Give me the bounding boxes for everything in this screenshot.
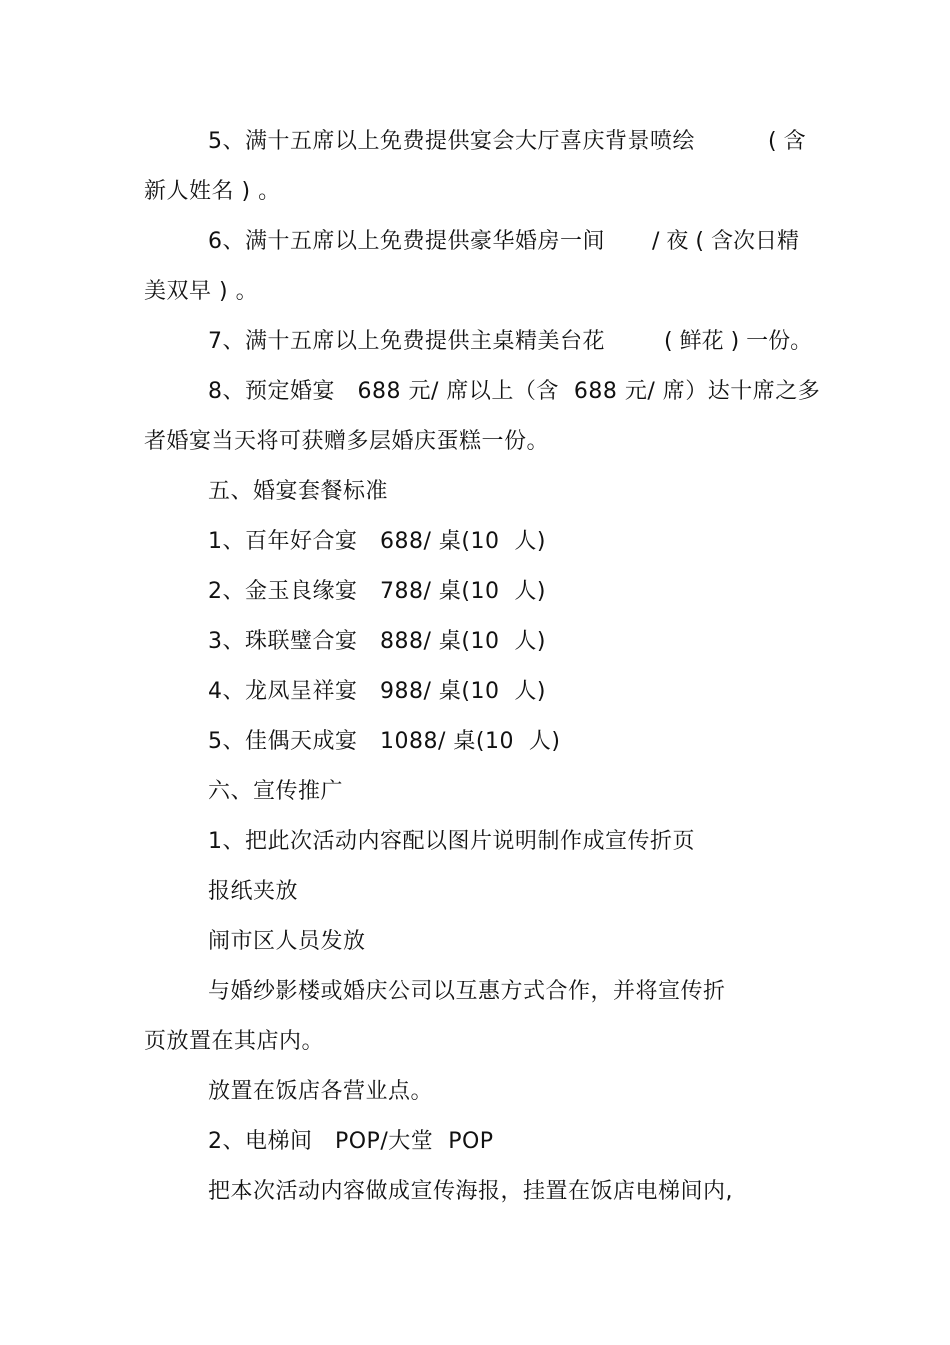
paragraph-line: 报纸夹放 [208, 879, 299, 904]
section-heading: 六、宣传推广 [208, 779, 344, 804]
paragraph-line: 2、电梯间 POP/大堂 POP [208, 1129, 494, 1154]
paragraph-line: 美双早 ) 。 [144, 279, 259, 304]
paragraph-line: 放置在饭店各营业点。 [208, 1079, 434, 1104]
paragraph-line: 者婚宴当天将可获赠多层婚庆蛋糕一份。 [144, 429, 550, 454]
list-item: 1、百年好合宴 688/ 桌(10 人) [208, 529, 547, 554]
list-item: 4、龙凤呈祥宴 988/ 桌(10 人) [208, 679, 547, 704]
paragraph-line: 新人姓名 ) 。 [144, 179, 281, 204]
paragraph-line: 5、满十五席以上免费提供宴会大厅喜庆背景喷绘 [208, 129, 695, 154]
paragraph-line-tail: ( 鲜花 ) 一份。 [664, 329, 813, 354]
paragraph-line: 7、满十五席以上免费提供主桌精美台花 [208, 329, 605, 354]
paragraph-line: 与婚纱影楼或婚庆公司以互惠方式合作，并将宣传折 [208, 979, 726, 1004]
list-item: 3、珠联璧合宴 888/ 桌(10 人) [208, 629, 547, 654]
paragraph-line: 把本次活动内容做成宣传海报，挂置在饭店电梯间内, [208, 1179, 733, 1204]
paragraph-line-tail: ( 含 [768, 129, 806, 154]
paragraph-line: 页放置在其店内。 [144, 1029, 325, 1054]
paragraph-line: 6、满十五席以上免费提供豪华婚房一间 [208, 229, 605, 254]
list-item: 2、金玉良缘宴 788/ 桌(10 人) [208, 579, 547, 604]
paragraph-line: 闹市区人员发放 [208, 929, 366, 954]
section-heading: 五、婚宴套餐标准 [208, 479, 389, 504]
paragraph-line: 8、预定婚宴 688 元/ 席以上（含 688 元/ 席）达十席之多 [208, 379, 821, 404]
paragraph-line: 1、把此次活动内容配以图片说明制作成宣传折页 [208, 829, 695, 854]
paragraph-line-tail: / 夜 ( 含次日精 [652, 229, 799, 254]
list-item: 5、佳偶天成宴 1088/ 桌(10 人) [208, 729, 561, 754]
